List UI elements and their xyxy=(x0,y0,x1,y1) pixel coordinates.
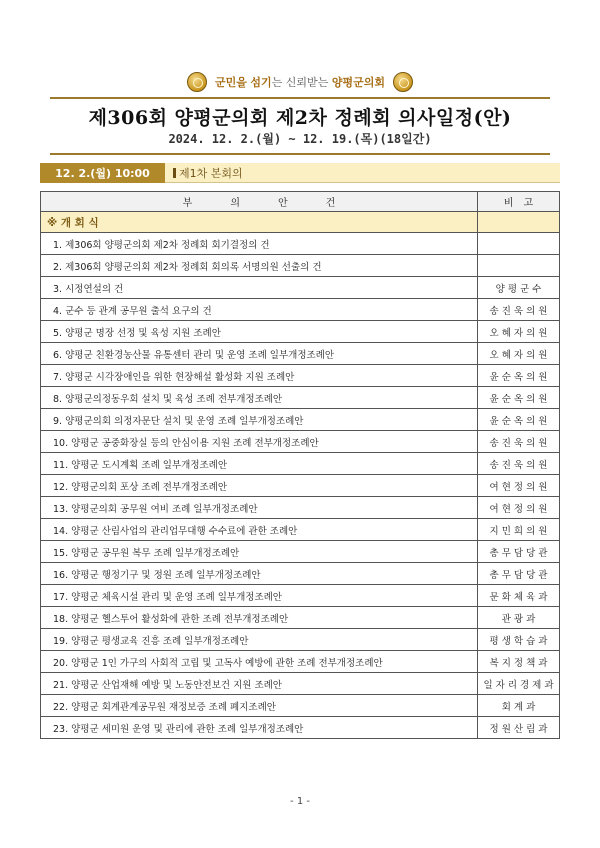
motto-banner xyxy=(178,70,422,94)
table-row xyxy=(41,607,560,629)
agenda-number: 19. xyxy=(53,635,69,647)
header-agenda: 부의안건 xyxy=(41,192,478,212)
table-row xyxy=(41,497,560,519)
agenda-number: 15. xyxy=(53,547,69,559)
divider xyxy=(50,153,550,155)
agenda-note: 오혜자의원 xyxy=(478,321,560,343)
agenda-item xyxy=(41,607,478,629)
agenda-item xyxy=(41,519,478,541)
table-row xyxy=(41,563,560,585)
agenda-item xyxy=(41,695,478,717)
table-row xyxy=(41,519,560,541)
table-row xyxy=(41,431,560,453)
agenda-title: 시정연설의 건 xyxy=(65,283,124,295)
agenda-number: 11. xyxy=(53,459,69,471)
table-row xyxy=(41,629,560,651)
agenda-note: 일자리경제과 xyxy=(478,673,560,695)
session-date: 12. 2.(월) 10:00 xyxy=(40,163,165,183)
council-emblem-icon xyxy=(393,72,413,92)
agenda-title: 양평군의정동우회 설치 및 육성 조례 전부개정조례안 xyxy=(65,393,283,405)
agenda-number: 13. xyxy=(53,503,69,515)
agenda-number: 12. xyxy=(53,481,69,493)
section-row xyxy=(41,212,560,233)
agenda-note: 송진욱의원 xyxy=(478,299,560,321)
agenda-title: 양평군 공중화장실 등의 안심이용 지원 조례 전부개정조례안 xyxy=(71,437,319,449)
agenda-title: 양평군 1인 가구의 사회적 고립 및 고독사 예방에 관한 조례 전부개정조례안 xyxy=(71,657,383,669)
table-row xyxy=(41,409,560,431)
agenda-number: 5. xyxy=(53,327,63,339)
bullet-icon xyxy=(173,168,176,178)
agenda-item xyxy=(41,299,478,321)
agenda-note: 여현정의원 xyxy=(478,475,560,497)
agenda-note: 지민희의원 xyxy=(478,519,560,541)
agenda-note: 여현정의원 xyxy=(478,497,560,519)
agenda-number: 18. xyxy=(53,613,69,625)
agenda-item xyxy=(41,255,478,277)
agenda-note xyxy=(478,255,560,277)
agenda-table xyxy=(40,191,560,739)
agenda-title: 제306회 양평군의회 제2차 정례회 회의록 서명의원 선출의 건 xyxy=(65,261,322,273)
agenda-item xyxy=(41,563,478,585)
agenda-title: 양평군의회 포상 조례 전부개정조례안 xyxy=(71,481,228,493)
agenda-title: 양평군 세미원 운영 및 관리에 관한 조례 일부개정조례안 xyxy=(71,723,304,735)
agenda-number: 4. xyxy=(53,305,63,317)
agenda-number: 14. xyxy=(53,525,69,537)
agenda-number: 3. xyxy=(53,283,63,295)
table-row xyxy=(41,277,560,299)
agenda-note: 문화체육과 xyxy=(478,585,560,607)
agenda-note: 양평군수 xyxy=(478,277,560,299)
agenda-number: 9. xyxy=(53,415,63,427)
agenda-title: 양평군의회 공무원 여비 조례 일부개정조례안 xyxy=(71,503,258,515)
agenda-number: 21. xyxy=(53,679,69,691)
agenda-number: 23. xyxy=(53,723,69,735)
agenda-title: 양평군 도시계획 조례 일부개정조례안 xyxy=(71,459,228,471)
agenda-title: 양평군 헬스투어 활성화에 관한 조례 전부개정조례안 xyxy=(71,613,289,625)
agenda-item xyxy=(41,673,478,695)
agenda-number: 20. xyxy=(53,657,69,669)
table-row xyxy=(41,387,560,409)
agenda-note: 총무담당관 xyxy=(478,541,560,563)
table-row xyxy=(41,651,560,673)
agenda-item xyxy=(41,409,478,431)
divider xyxy=(50,97,550,99)
agenda-item xyxy=(41,453,478,475)
table-row xyxy=(41,453,560,475)
agenda-note: 총무담당관 xyxy=(478,563,560,585)
table-row xyxy=(41,343,560,365)
agenda-item xyxy=(41,365,478,387)
agenda-number: 22. xyxy=(53,701,69,713)
page-title: 제306회 양평군의회 제2차 정례회 의사일정(안) xyxy=(88,107,512,129)
session-period: 2024. 12. 2.(월) ~ 12. 19.(목)(18일간) xyxy=(168,132,432,146)
agenda-number: 2. xyxy=(53,261,63,273)
agenda-title: 양평군 체육시설 관리 및 운영 조례 일부개정조례안 xyxy=(71,591,282,603)
agenda-note: 송진욱의원 xyxy=(478,453,560,475)
table-row xyxy=(41,299,560,321)
session-name: 제1차 본회의 xyxy=(165,163,560,183)
agenda-title: 양평군 공무원 복무 조례 일부개정조례안 xyxy=(71,547,240,559)
agenda-note: 오혜자의원 xyxy=(478,343,560,365)
table-row xyxy=(41,255,560,277)
agenda-note: 윤순옥의원 xyxy=(478,387,560,409)
header-note: 비고 xyxy=(478,192,560,212)
agenda-note: 송진욱의원 xyxy=(478,431,560,453)
table-row xyxy=(41,673,560,695)
agenda-title: 양평군 시각장애인을 위한 현장해설 활성화 지원 조례안 xyxy=(65,371,295,383)
agenda-title: 양평군 명장 선정 및 육성 지원 조례안 xyxy=(65,327,221,339)
agenda-note: 평생학습과 xyxy=(478,629,560,651)
agenda-title: 양평군 행정기구 및 정원 조례 일부개정조례안 xyxy=(71,569,261,581)
page-number: - 1 - xyxy=(290,796,310,807)
agenda-number: 1. xyxy=(53,239,63,251)
table-row xyxy=(41,475,560,497)
agenda-item xyxy=(41,233,478,255)
table-row xyxy=(41,233,560,255)
agenda-title: 제306회 양평군의회 제2차 정례회 회기결정의 건 xyxy=(65,239,270,251)
table-row xyxy=(41,365,560,387)
agenda-note: 회계과 xyxy=(478,695,560,717)
agenda-note xyxy=(478,233,560,255)
agenda-item xyxy=(41,343,478,365)
agenda-item xyxy=(41,431,478,453)
agenda-title: 양평군 회계관계공무원 재정보증 조례 폐지조례안 xyxy=(71,701,276,713)
council-emblem-icon xyxy=(187,72,207,92)
agenda-item xyxy=(41,651,478,673)
agenda-item xyxy=(41,497,478,519)
agenda-note: 윤순옥의원 xyxy=(478,409,560,431)
agenda-item xyxy=(41,585,478,607)
agenda-note: 윤순옥의원 xyxy=(478,365,560,387)
agenda-title: 양평군의회 의정자문단 설치 및 운영 조례 일부개정조례안 xyxy=(65,415,304,427)
agenda-item xyxy=(41,277,478,299)
agenda-number: 6. xyxy=(53,349,63,361)
agenda-item xyxy=(41,629,478,651)
table-row xyxy=(41,585,560,607)
agenda-title: 양평군 친환경농산물 유통센터 관리 및 운영 조례 일부개정조례안 xyxy=(65,349,335,361)
table-row xyxy=(41,695,560,717)
agenda-item xyxy=(41,717,478,739)
agenda-number: 17. xyxy=(53,591,69,603)
agenda-item xyxy=(41,541,478,563)
agenda-number: 7. xyxy=(53,371,63,383)
agenda-number: 8. xyxy=(53,393,63,405)
agenda-number: 10. xyxy=(53,437,69,449)
agenda-item xyxy=(41,387,478,409)
agenda-title: 양평군 평생교육 진흥 조례 일부개정조례안 xyxy=(71,635,249,647)
agenda-note: 관광과 xyxy=(478,607,560,629)
section-note xyxy=(478,212,560,233)
section-label: ※ 개 회 식 xyxy=(41,212,478,233)
motto-text: 군민을 섬기는 신뢰받는 양평군의회 xyxy=(215,76,385,89)
agenda-item xyxy=(41,475,478,497)
agenda-number: 16. xyxy=(53,569,69,581)
agenda-item xyxy=(41,321,478,343)
agenda-note: 복지정책과 xyxy=(478,651,560,673)
table-row xyxy=(41,321,560,343)
table-header-row xyxy=(41,192,560,212)
session-bar xyxy=(40,163,560,183)
table-row xyxy=(41,541,560,563)
agenda-note: 정원산림과 xyxy=(478,717,560,739)
agenda-title: 군수 등 관계 공무원 출석 요구의 건 xyxy=(65,305,212,317)
agenda-title: 양평군 산업재해 예방 및 노동안전보건 지원 조례안 xyxy=(71,679,282,691)
agenda-title: 양평군 산림사업의 관리업무대행 수수료에 관한 조례안 xyxy=(71,525,298,537)
table-row xyxy=(41,717,560,739)
